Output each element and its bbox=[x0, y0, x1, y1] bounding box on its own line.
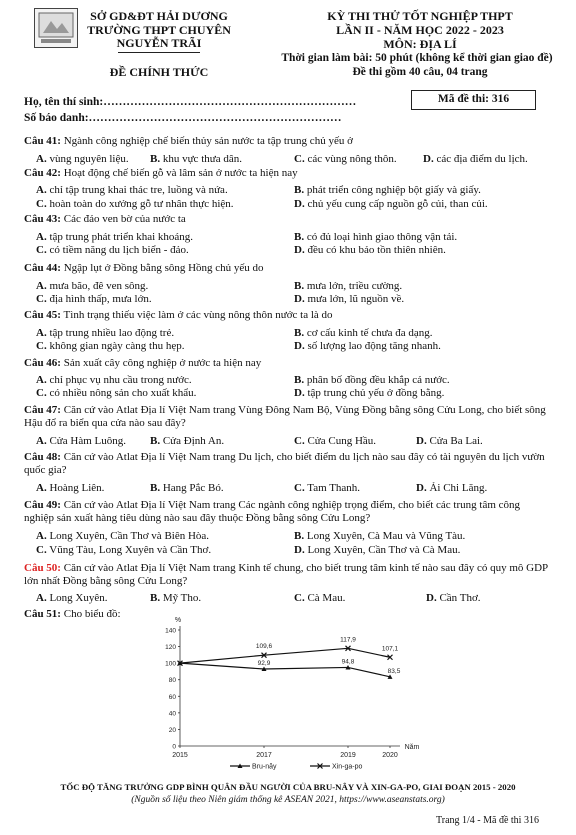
question-text: Ngành công nghiệp chế biến thủy sản nước ta tập trung chủ yếu ở bbox=[63, 135, 353, 147]
option-letter: B. bbox=[294, 231, 305, 243]
option-text: Long Xuyên, Cần Thơ và Biên Hòa. bbox=[49, 530, 210, 542]
option-letter: A. bbox=[36, 435, 47, 447]
option-text: Vũng Tàu, Long Xuyên và Cần Thơ. bbox=[49, 544, 212, 556]
option-b[interactable] bbox=[294, 374, 450, 387]
option-b[interactable] bbox=[294, 231, 457, 244]
x-axis-label: Năm bbox=[404, 744, 420, 751]
x-tick-label: 2015 bbox=[172, 752, 188, 759]
option-text: đều có khu bảo tồn thiên nhiên. bbox=[307, 244, 446, 256]
option-text: hoàn toàn do xưởng gỗ tư nhân thực hiện. bbox=[49, 198, 234, 210]
question-text: Ngập lụt ở Đồng bằng sông Hồng chủ yếu do bbox=[63, 262, 264, 274]
option-letter: D. bbox=[294, 244, 305, 256]
option-text: có nhiều nông sản cho xuất khẩu. bbox=[49, 387, 197, 399]
data-label: 94,8 bbox=[341, 658, 355, 666]
option-c[interactable] bbox=[36, 244, 189, 257]
option-d[interactable] bbox=[416, 435, 483, 448]
y-tick-label: 40 bbox=[168, 710, 176, 718]
data-label: 117,9 bbox=[340, 636, 356, 644]
question-42 bbox=[24, 167, 552, 180]
option-c[interactable] bbox=[294, 592, 345, 605]
option-text: Cửa Cung Hầu. bbox=[307, 435, 377, 447]
y-tick-label: 120 bbox=[165, 644, 176, 652]
option-letter: B. bbox=[150, 592, 161, 604]
exam-count: Đề thi gồm 40 câu, 04 trang bbox=[352, 66, 488, 78]
option-letter: A. bbox=[36, 280, 47, 292]
option-letter: D. bbox=[416, 482, 427, 494]
option-a[interactable] bbox=[36, 327, 174, 340]
option-text: cơ cấu kinh tế chưa đa dạng. bbox=[306, 327, 433, 339]
exam-code: Mã đề thi: 316 bbox=[437, 93, 510, 105]
y-tick-label: 140 bbox=[165, 627, 176, 635]
x-tick-label: 2020 bbox=[382, 752, 398, 759]
option-text: Hoàng Liên. bbox=[49, 482, 105, 494]
header-school: TRƯỜNG THPT CHUYÊN bbox=[87, 23, 231, 37]
option-letter: C. bbox=[294, 482, 305, 494]
question-50 bbox=[24, 562, 552, 588]
option-letter: D. bbox=[294, 387, 305, 399]
question-number: Câu 46: bbox=[24, 357, 61, 369]
chart-source: (Nguồn số liệu theo Niên giám thống kê ASEAN 2021, https://www.aseanstats.org) bbox=[131, 795, 445, 805]
option-letter: D. bbox=[416, 435, 427, 447]
option-b[interactable] bbox=[294, 280, 402, 293]
option-letter: C. bbox=[36, 244, 47, 256]
option-letter: A. bbox=[36, 231, 47, 243]
question-text: Tình trạng thiếu việc làm ở các vùng nông thôn nước ta là do bbox=[63, 309, 333, 321]
option-letter: B. bbox=[294, 280, 305, 292]
option-a[interactable] bbox=[36, 231, 193, 244]
option-text: Tam Thanh. bbox=[307, 482, 361, 494]
data-label: 107,1 bbox=[381, 645, 399, 653]
legend-label-1: Xin-ga-po bbox=[332, 763, 363, 771]
option-letter: A. bbox=[36, 153, 47, 165]
option-b[interactable] bbox=[150, 592, 201, 605]
option-letter: C. bbox=[36, 293, 47, 305]
option-c[interactable] bbox=[294, 435, 376, 448]
option-letter: C. bbox=[36, 387, 47, 399]
option-b[interactable] bbox=[150, 482, 224, 495]
option-d[interactable] bbox=[294, 293, 404, 306]
option-letter: C. bbox=[36, 544, 47, 556]
y-tick-label: 60 bbox=[168, 693, 176, 701]
question-number: Câu 41: bbox=[24, 135, 61, 147]
y-tick-label: 20 bbox=[168, 726, 176, 734]
chart-title: TỐC ĐỘ TĂNG TRƯỞNG GDP BÌNH QUÂN ĐẦU NGƯỜI CỦA BRU-NÂY VÀ XIN-GA-PO, GIAI ĐOẠN 2015 - 2020 bbox=[60, 782, 516, 792]
question-number: Câu 43: bbox=[24, 213, 61, 225]
y-axis-label: % bbox=[174, 617, 182, 624]
option-b[interactable] bbox=[150, 153, 242, 166]
option-a[interactable] bbox=[36, 592, 108, 605]
header-underline bbox=[118, 52, 200, 53]
option-c[interactable] bbox=[36, 340, 184, 353]
option-text: vùng nguyên liệu. bbox=[49, 153, 129, 165]
option-letter: C. bbox=[36, 340, 47, 352]
option-text: các vùng nông thôn. bbox=[307, 153, 397, 165]
exam-code-box bbox=[411, 90, 536, 110]
y-tick-label: 0 bbox=[172, 743, 176, 751]
option-text: Cửa Ba Lai. bbox=[429, 435, 483, 447]
page-footer: Trang 1/4 - Mã đề thi 316 bbox=[436, 815, 539, 826]
option-c[interactable] bbox=[294, 482, 360, 495]
option-letter: D. bbox=[294, 293, 305, 305]
option-d[interactable] bbox=[294, 198, 488, 211]
candidate-name-field[interactable]: Họ, tên thí sinh:………………………………………………………… bbox=[24, 96, 357, 108]
data-label: 92,9 bbox=[257, 660, 271, 668]
option-d[interactable] bbox=[416, 482, 487, 495]
option-letter: A. bbox=[36, 482, 47, 494]
option-c[interactable] bbox=[36, 198, 234, 211]
option-text: không gian ngày càng thu hẹp. bbox=[49, 340, 185, 352]
option-letter: A. bbox=[36, 530, 47, 542]
y-tick-label: 80 bbox=[168, 677, 176, 685]
option-a[interactable] bbox=[36, 153, 129, 166]
option-a[interactable] bbox=[36, 530, 209, 543]
question-45 bbox=[24, 309, 552, 322]
option-a[interactable] bbox=[36, 374, 192, 387]
option-b[interactable] bbox=[294, 184, 481, 197]
option-letter: D. bbox=[426, 592, 437, 604]
question-text: Căn cứ vào Atlat Địa lí Việt Nam trang Kinh tế chung, cho biết trung tâm kinh tế nào sau đây có quy mô GDP lớn nhất Đồng bằng sông Cửu Long? bbox=[24, 562, 548, 587]
x-tick-label: 2017 bbox=[256, 752, 272, 759]
question-text: Căn cứ vào Atlat Địa lí Việt Nam trang Các ngành công nghiệp trọng điểm, cho biết các trung tâm công nghiệp sản xuất hàng tiêu dùng nào sau đây thuộc Đồng bằng sông Cửu Long? bbox=[24, 499, 521, 524]
question-text: Căn cứ vào Atlat Địa lí Việt Nam trang Vùng Đông Nam Bộ, Vùng Đồng bằng sông Cửu Long, cho biết sông Hậu đổ ra biển qua cửa nào sau đây? bbox=[24, 404, 546, 429]
option-d[interactable] bbox=[426, 592, 481, 605]
header-school-name: NGUYỄN TRÃI bbox=[116, 36, 202, 50]
legend-label-0: Bru-nây bbox=[252, 763, 277, 771]
school-logo-icon bbox=[34, 8, 78, 48]
option-text: số lượng lao động tăng nhanh. bbox=[307, 340, 441, 352]
question-48 bbox=[24, 451, 552, 477]
option-text: chỉ tập trung khai thác tre, luồng và nứa. bbox=[49, 184, 228, 196]
data-label: 83,5 bbox=[387, 667, 401, 675]
option-text: có tiềm năng du lịch biển - đảo. bbox=[49, 244, 189, 256]
option-letter: C. bbox=[36, 198, 47, 210]
question-43 bbox=[24, 213, 552, 226]
option-letter: A. bbox=[36, 592, 47, 604]
option-a[interactable] bbox=[36, 482, 104, 495]
question-text: Các đảo ven bờ của nước ta bbox=[63, 213, 186, 225]
option-b[interactable] bbox=[294, 327, 433, 340]
header-department: SỞ GD&ĐT HẢI DƯƠNG bbox=[90, 9, 228, 23]
option-text: Long Xuyên, Cần Thơ và Cà Mau. bbox=[307, 544, 461, 556]
option-text: Cửa Hàm Luông. bbox=[49, 435, 126, 447]
option-letter: B. bbox=[150, 435, 161, 447]
option-a[interactable] bbox=[36, 435, 126, 448]
question-number: Câu 45: bbox=[24, 309, 61, 321]
exam-duration: Thời gian làm bài: 50 phút (không kể thời gian giao đề) bbox=[281, 52, 553, 64]
series-line-0 bbox=[180, 663, 390, 677]
option-text: Cần Thơ. bbox=[439, 592, 481, 604]
option-letter: D. bbox=[294, 198, 305, 210]
option-text: mưa bão, đê ven sông. bbox=[49, 280, 149, 292]
option-letter: B. bbox=[150, 482, 161, 494]
option-d[interactable] bbox=[294, 244, 446, 257]
question-49 bbox=[24, 499, 552, 525]
option-letter: B. bbox=[150, 153, 161, 165]
option-a[interactable] bbox=[36, 184, 228, 197]
option-letter: B. bbox=[294, 374, 305, 386]
option-d[interactable] bbox=[294, 387, 444, 400]
option-text: Long Xuyên, Cà Mau và Vũng Tàu. bbox=[306, 530, 466, 542]
question-text: Cho biểu đồ: bbox=[63, 608, 121, 620]
option-text: Mỹ Tho. bbox=[162, 592, 202, 604]
option-letter: A. bbox=[36, 374, 47, 386]
option-letter: A. bbox=[36, 184, 47, 196]
option-text: chỉ phục vụ nhu cầu trong nước. bbox=[49, 374, 192, 386]
option-text: có đủ loại hình giao thông vận tải. bbox=[306, 231, 458, 243]
option-text: Hang Pắc Bó. bbox=[162, 482, 224, 494]
question-number: Câu 42: bbox=[24, 167, 61, 179]
question-number: Câu 51: bbox=[24, 608, 61, 620]
exam-round: LẦN II - NĂM HỌC 2022 - 2023 bbox=[336, 23, 504, 37]
question-text: Căn cứ vào Atlat Địa lí Việt Nam trang Du lịch, cho biết điểm du lịch nào sau đây có tài nguyên du lịch vườn quốc gia? bbox=[24, 451, 545, 476]
option-letter: A. bbox=[36, 327, 47, 339]
question-number: Câu 47: bbox=[24, 404, 61, 416]
option-letter: C. bbox=[294, 153, 305, 165]
option-d[interactable] bbox=[423, 153, 528, 166]
option-text: phân bố đồng đều khắp cả nước. bbox=[306, 374, 450, 386]
option-text: chủ yếu cung cấp nguồn gỗ củi, than củi. bbox=[307, 198, 488, 210]
option-text: Cửa Định An. bbox=[162, 435, 225, 447]
option-text: mưa lớn, lũ nguồn về. bbox=[307, 293, 405, 305]
exam-subject: MÔN: ĐỊA LÍ bbox=[383, 37, 457, 51]
question-number: Câu 48: bbox=[24, 451, 61, 463]
option-c[interactable] bbox=[36, 293, 152, 306]
question-46 bbox=[24, 357, 552, 370]
option-text: tập trung chủ yếu ở đồng bằng. bbox=[307, 387, 445, 399]
option-text: tập trung phát triển khai khoáng. bbox=[49, 231, 194, 243]
option-c[interactable] bbox=[36, 544, 211, 557]
option-text: Long Xuyên. bbox=[49, 592, 108, 604]
official-label: ĐỀ CHÍNH THỨC bbox=[109, 65, 209, 79]
option-letter: C. bbox=[294, 435, 305, 447]
option-text: mưa lớn, triều cường. bbox=[306, 280, 403, 292]
question-number: Câu 44: bbox=[24, 262, 61, 274]
option-letter: D. bbox=[294, 340, 305, 352]
option-letter: D. bbox=[294, 544, 305, 556]
question-text: Hoạt động chế biến gỗ và lâm sản ở nước ta hiện nay bbox=[63, 167, 298, 179]
gdp-growth-chart bbox=[160, 617, 460, 771]
option-letter: B. bbox=[294, 184, 305, 196]
question-number: Câu 50: bbox=[24, 562, 61, 574]
option-text: các địa điểm du lịch. bbox=[436, 153, 528, 165]
data-label: 109,6 bbox=[255, 643, 273, 651]
option-a[interactable] bbox=[36, 280, 148, 293]
option-letter: D. bbox=[423, 153, 434, 165]
option-text: Cà Mau. bbox=[307, 592, 346, 604]
option-b[interactable] bbox=[294, 530, 465, 543]
option-letter: C. bbox=[294, 592, 305, 604]
option-text: phát triển công nghiệp bột giấy và giấy. bbox=[306, 184, 481, 196]
question-51 bbox=[24, 608, 552, 621]
option-text: địa hình thấp, mưa lớn. bbox=[49, 293, 152, 305]
option-text: tập trung nhiều lao động trẻ. bbox=[49, 327, 175, 339]
question-44 bbox=[24, 262, 552, 275]
question-41 bbox=[24, 135, 552, 148]
question-text: Sản xuất cây công nghiệp ở nước ta hiện nay bbox=[63, 357, 262, 369]
question-number: Câu 49: bbox=[24, 499, 61, 511]
y-tick-label: 100 bbox=[165, 660, 176, 668]
exam-title: KỲ THI THỬ TỐT NGHIỆP THPT bbox=[327, 9, 513, 23]
option-d[interactable] bbox=[294, 544, 460, 557]
option-text: Ải Chi Lăng. bbox=[429, 482, 488, 494]
option-c[interactable] bbox=[294, 153, 397, 166]
question-47 bbox=[24, 404, 552, 430]
option-text: khu vực thưa dân. bbox=[162, 153, 242, 165]
option-d[interactable] bbox=[294, 340, 441, 353]
option-letter: B. bbox=[294, 327, 305, 339]
x-tick-label: 2019 bbox=[340, 752, 356, 759]
candidate-id-field[interactable]: Số báo danh:………………………………………………………… bbox=[24, 112, 342, 124]
option-b[interactable] bbox=[150, 435, 224, 448]
option-c[interactable] bbox=[36, 387, 196, 400]
option-letter: B. bbox=[294, 530, 305, 542]
